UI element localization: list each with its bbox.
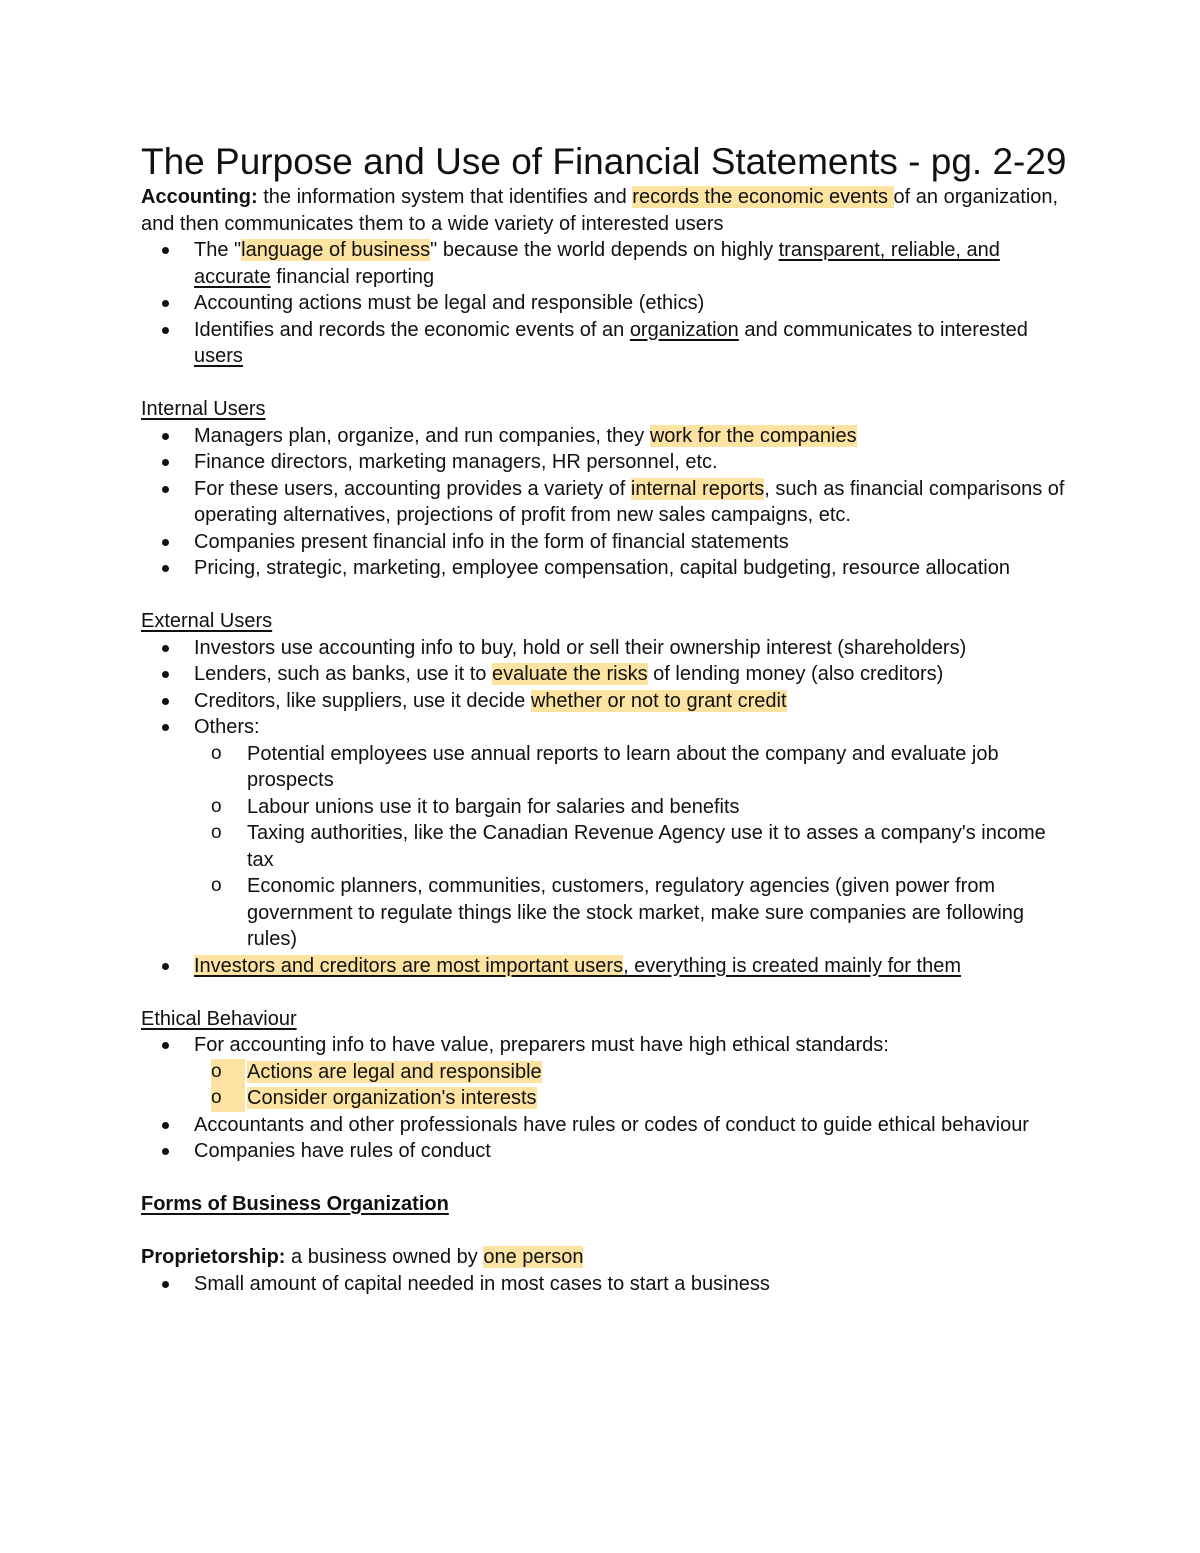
underlined-text: transparent, reliable, and accurate xyxy=(194,239,1000,288)
sub-bullet-marker: o xyxy=(211,742,222,764)
accounting-bullets xyxy=(141,237,1071,370)
underlined-text: organization xyxy=(629,318,739,341)
highlight: evaluate the risks xyxy=(491,663,648,685)
list-item: Companies present financial info in the form of financial statements xyxy=(194,529,1071,556)
underlined-text: users xyxy=(194,345,243,367)
heading-external-users: External Users xyxy=(141,610,273,632)
proprietorship-definition: Proprietorship: a business owned by one person xyxy=(141,1246,584,1268)
sub-list-item: o Taxing authorities, like the Canadian Revenue Agency use it to asses a company's income tax xyxy=(211,822,1046,871)
list-item: For accounting info to have value, preparers must have high ethical standards: o Actions are legal and responsible o Consider organization's interests xyxy=(194,1032,1071,1112)
list-item: Identifies and records the economic events of an organization and communicates to interested users xyxy=(194,317,1071,370)
list-item: Small amount of capital needed in most cases to start a business xyxy=(194,1271,1071,1298)
proprietorship-bullets xyxy=(141,1271,1071,1298)
highlight: one person xyxy=(483,1246,584,1268)
page-title: The Purpose and Use of Financial Statements - pg. 2-29 xyxy=(141,141,1067,182)
highlight: work for the companies xyxy=(649,424,857,447)
highlight: internal reports xyxy=(630,477,765,500)
document-page xyxy=(141,140,1071,1297)
sub-bullet-marker: o xyxy=(211,1085,245,1112)
heading-internal-users: Internal Users xyxy=(141,398,266,420)
term-accounting: Accounting: xyxy=(141,186,258,208)
highlight: Investors and creditors are most important users xyxy=(194,954,624,977)
ethical-bullets xyxy=(141,1032,1071,1165)
list-item xyxy=(194,953,1071,980)
highlight: records the economic events xyxy=(632,186,894,208)
list-item: Accountants and other professionals have rules or codes of conduct to guide ethical behaviour xyxy=(194,1112,1071,1139)
sub-bullet-marker: o xyxy=(211,1059,245,1086)
term-proprietorship: Proprietorship: xyxy=(141,1246,286,1268)
sub-bullet-marker: o xyxy=(211,822,222,843)
highlight: language of business xyxy=(241,239,431,261)
list-item: Others: o Potential employees use annual reports to learn about the company and evaluate job prospects o Labour unions use it to bargain for salaries and benefits o Taxing authorities, like the Canadian Revenue Agency use it to asses a company's income tax o Economic planners, communities, customers, regulatory agencies (given power from government to regulate things like the stock market, make sure companies are following rules) xyxy=(194,714,1071,953)
sub-list-item: o Economic planners, communities, customers, regulatory agencies (given power from government to regulate things like the stock market, make sure companies are following rules) xyxy=(211,875,1025,950)
list-item: Pricing, strategic, marketing, employee compensation, capital budgeting, resource allocation xyxy=(194,555,1071,582)
underlined-text: , everything is created mainly for them xyxy=(623,954,961,977)
list-item: Lenders, such as banks, use it to evaluate the risks of lending money (also creditors) xyxy=(194,661,1071,688)
highlight: whether or not to grant credit xyxy=(530,689,787,712)
others-sublist xyxy=(194,741,1071,953)
list-item: For these users, accounting provides a variety of internal reports, such as financial comparisons of operating alternatives, projections of profit from new sales campaigns, etc. xyxy=(194,476,1071,529)
sub-bullet-marker: o xyxy=(211,875,222,896)
heading-forms-of-business: Forms of Business Organization xyxy=(141,1193,449,1215)
sub-list-item: o Actions are legal and responsible xyxy=(247,1059,1071,1086)
list-item: Creditors, like suppliers, use it decide whether or not to grant credit xyxy=(194,688,1071,715)
sub-list-item: o Potential employees use annual reports to learn about the company and evaluate job prospects xyxy=(211,742,999,791)
internal-bullets xyxy=(141,423,1071,582)
sub-list-item: o Consider organization's interests xyxy=(247,1085,1071,1112)
list-item: Finance directors, marketing managers, HR personnel, etc. xyxy=(194,449,1071,476)
list-item: The "language of business" because the world depends on highly transparent, reliable, and accurate financial reporting xyxy=(194,237,1071,290)
accounting-definition: Accounting: the information system that identifies and records the economic events of an organization, and then communicates them to a wide variety of interested users xyxy=(141,186,1059,235)
list-item: Managers plan, organize, and run companies, they work for the companies xyxy=(194,423,1071,450)
heading-ethical-behaviour: Ethical Behaviour xyxy=(141,1007,297,1030)
list-item: Accounting actions must be legal and responsible (ethics) xyxy=(194,290,1071,317)
external-bullets xyxy=(141,635,1071,980)
list-item: Investors use accounting info to buy, hold or sell their ownership interest (shareholders) xyxy=(194,635,1071,662)
list-item: Companies have rules of conduct xyxy=(194,1138,1071,1165)
sub-list-item: o Labour unions use it to bargain for salaries and benefits xyxy=(247,794,1071,821)
ethical-sublist xyxy=(194,1059,1071,1112)
sub-bullet-marker: o xyxy=(211,795,222,817)
